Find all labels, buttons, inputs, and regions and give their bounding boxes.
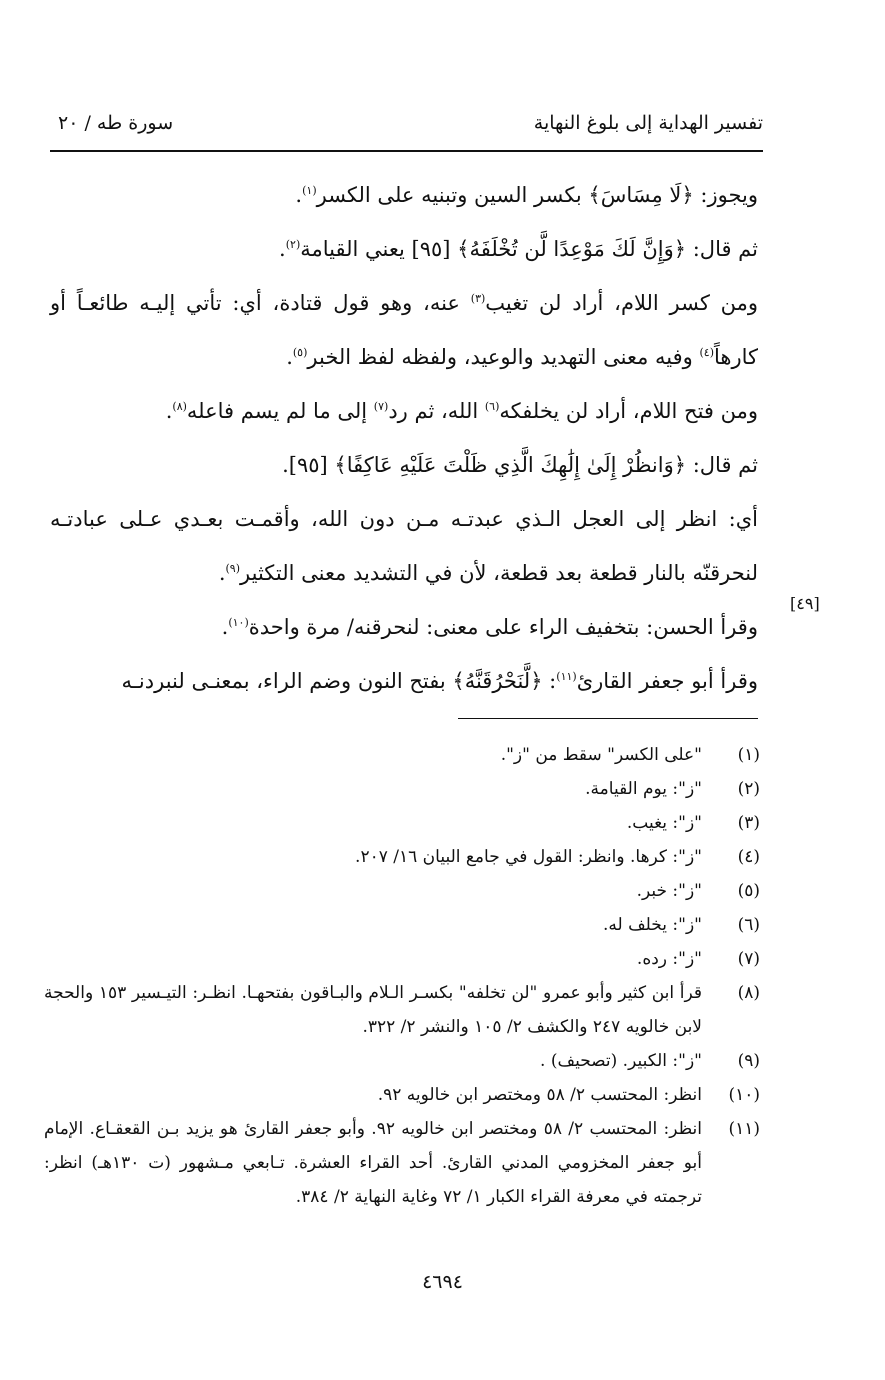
paragraph [50, 276, 758, 384]
paragraph [50, 438, 758, 492]
footnote-reference: (١٠) [228, 616, 249, 629]
footnotes [44, 738, 760, 1214]
footnote [44, 840, 760, 874]
paragraph-text: ومن فتح اللام، أراد لن يخلفكه [499, 399, 758, 423]
footnote-separator [458, 718, 758, 719]
footnote-reference: (٢) [285, 238, 301, 251]
footnote-number: (١٠) [728, 1085, 760, 1105]
footnote-number: (٩) [737, 1051, 760, 1071]
paragraph [50, 168, 758, 222]
footnote-text: "ز": خبر. [636, 881, 702, 901]
footnote-number: (١١) [728, 1119, 760, 1139]
paragraph-text: . [279, 237, 286, 261]
footnote-reference: (١) [302, 184, 317, 197]
main-text [50, 168, 758, 708]
footnote-reference: (٩) [225, 562, 241, 575]
footnote-reference: (٦) [484, 400, 500, 413]
footnote [44, 1044, 760, 1078]
footnote-reference: (٨) [172, 400, 187, 413]
paragraph-text: ويجوز: ﴿لَا مِسَاسَ﴾ بكسر السين وتبنيه على الكسر [316, 183, 758, 207]
paragraph-text: وفيه معنى التهديد والوعيد، ولفظه لفظ الخبر [307, 345, 700, 369]
footnote-reference: (٥) [292, 346, 308, 359]
footnote-number: (١) [737, 745, 760, 765]
manuscript-folio-marker: [٤٩] [790, 594, 820, 613]
paragraph-text: ثم قال: ﴿وَإِنَّ لَكَ مَوْعِدًا لَّن تُخْلَفَهُ﴾ [٩٥] يعني القيامة [300, 237, 758, 261]
footnote-number: (٢) [737, 779, 760, 799]
footnote [44, 976, 760, 1044]
footnote [44, 942, 760, 976]
footnote-number: (٥) [737, 881, 760, 901]
paragraph-text: وقرأ أبو جعفر القارئ [576, 669, 758, 693]
footnote-number: (٣) [737, 813, 760, 833]
paragraph-text: . [295, 183, 303, 207]
paragraph-text: : ﴿لَّنَحْرُقَنَّهُ﴾ بفتح النون وضم الراء، بمعنـى لنبردنـه [121, 669, 557, 693]
paragraph-text: إلى ما لم يسم فاعله [186, 399, 374, 423]
footnote [44, 772, 760, 806]
footnote [44, 806, 760, 840]
paragraph-text: الله، ثم رد [388, 399, 485, 423]
paragraph-text: . [218, 561, 226, 585]
footnote-text: قرأ ابن كثير وأبو عمرو "لن تخلفه" بكسـر الـلام والبـاقون بفتحهـا. انظـر: التيـسير ١٥٣ والحجة لابن خالويه ٢٤٧ والكشف ٢/ ١٠٥ والنشر ٢/ ٣٢٢. [44, 983, 702, 1037]
footnote-number: (٧) [737, 949, 760, 969]
running-head-book-title: تفسير الهداية إلى بلوغ النهاية [533, 112, 763, 134]
footnote-text: "ز": الكبير. (تصحيف) . [540, 1051, 702, 1071]
page-number: ٤٦٩٤ [422, 1271, 463, 1293]
footnote-number: (٨) [737, 983, 760, 1003]
paragraph-text: . [221, 615, 229, 639]
footnote-text: انظر: المحتسب ٢/ ٥٨ ومختصر ابن خالويه ٩٢. [377, 1085, 702, 1105]
footnote-text: "ز": رده. [636, 949, 702, 969]
paragraph-text: . [165, 399, 173, 423]
running-head-surah: سورة طه / ٢٠ [58, 112, 174, 134]
footnote [44, 1078, 760, 1112]
paragraph [50, 654, 758, 708]
footnote-text: "ز": يغيب. [626, 813, 702, 833]
footnote-number: (٦) [737, 915, 760, 935]
footnote [44, 874, 760, 908]
footnote [44, 1112, 760, 1214]
footnote-reference: (٤) [699, 346, 714, 359]
footnote-text: "ز": يخلف له. [602, 915, 702, 935]
footnote-text: "ز": يوم القيامة. [585, 779, 702, 799]
paragraph-text: ثم قال: ﴿وَانظُرْ إِلَىٰ إِلَٰهِكَ الَّذِي ظَلْتَ عَلَيْهِ عَاكِفًا﴾ [٩٥]. [282, 453, 758, 477]
paragraph [50, 222, 758, 276]
footnote-number: (٤) [737, 847, 760, 867]
paragraph [50, 384, 758, 438]
footnote-reference: (٧) [373, 400, 389, 413]
footnote-text: "ز": كرها. وانظر: القول في جامع البيان ١٦/ ٢٠٧. [355, 847, 702, 867]
paragraph-text: . [286, 345, 293, 369]
footnote-text: "على الكسر" سقط من "ز". [500, 745, 702, 765]
paragraph-text: أي: انظر إلى العجل الـذي عبدتـه مـن دون الله، وأقمـت بعـدي عـلى عبادتـه لنحرقنّه بالنار قطعة بعد قطعة، لأن في التشديد معنى التكثير [50, 507, 758, 585]
footnote-reference: (١١) [556, 670, 577, 683]
paragraph [50, 492, 758, 600]
paragraph [50, 600, 758, 654]
footnote-reference: (٣) [470, 292, 486, 305]
header-rule [50, 150, 763, 152]
footnote [44, 908, 760, 942]
paragraph-text: ومن كسر اللام، أراد لن تغيب [485, 291, 758, 315]
paragraph-text: عنه، وهو قول قتادة، أي: تأتي إليـه طائعـاً أو كارهاً [50, 291, 758, 369]
footnote [44, 738, 760, 772]
footnote-text: انظر: المحتسب ٢/ ٥٨ ومختصر ابن خالويه ٩٢. وأبو جعفر القارئ هو يزيد بـن القعقـاع. الإمام أبو جعفر المخزومي المدني القارئ. أحد القراء العشرة. تـابعي مـشهور (ت ١٣٠هـ) انظر: ترجمته في معرفة القراء الكبار ١/ ٧٢ وغاية النهاية ٢/ ٣٨٤. [44, 1119, 702, 1207]
paragraph-text: وقرأ الحسن: بتخفيف الراء على معنى: لنحرقنه/ مرة واحدة [248, 615, 758, 639]
